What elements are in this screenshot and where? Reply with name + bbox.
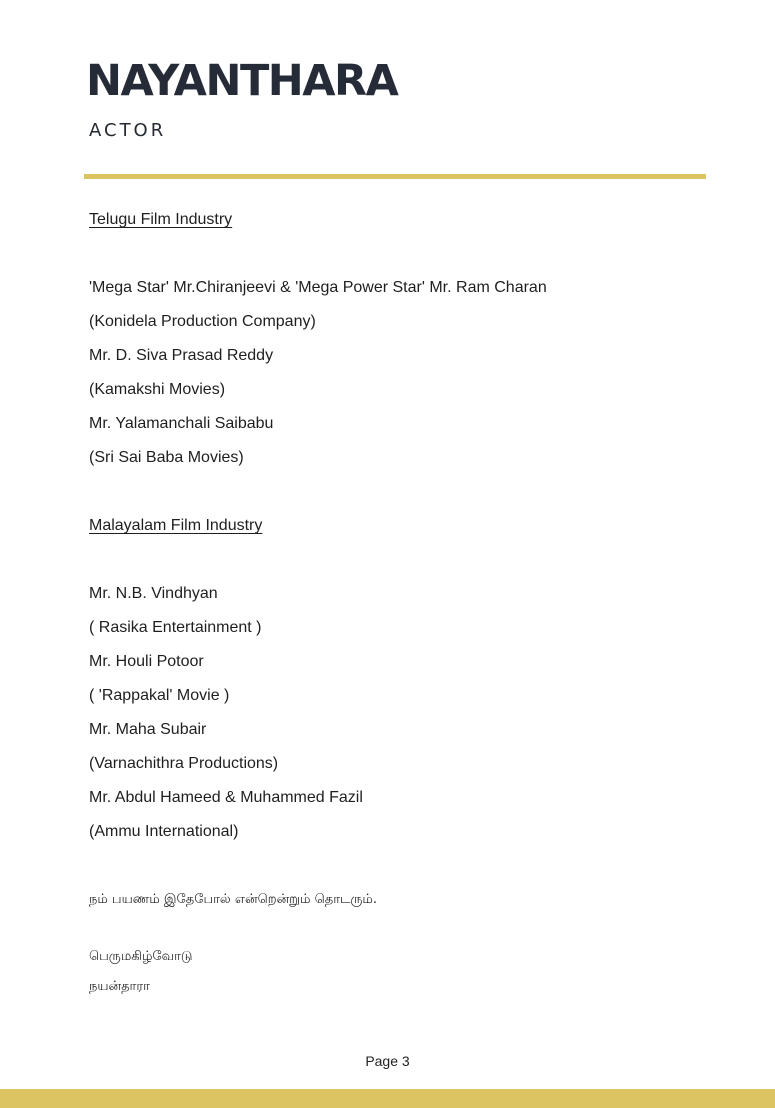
closing-journey-text: நம் பயணம் இதேபோல் என்றென்றும் தொடரும். [89,892,377,907]
page-title: NAYANTHARA [86,56,398,106]
list-item: (Ammu International) [89,823,239,840]
list-item: Mr. Maha Subair [89,721,207,738]
closing-regards-text: பெருமகிழ்வோடு [89,949,193,964]
header-divider [84,174,706,179]
list-item: Mr. Yalamanchali Saibabu [89,415,274,432]
list-item: (Varnachithra Productions) [89,755,279,772]
list-item: (Sri Sai Baba Movies) [89,449,244,466]
list-item: (Kamakshi Movies) [89,381,226,398]
list-item: 'Mega Star' Mr.Chiranjeevi & 'Mega Power Star' Mr. Ram Charan [89,279,547,296]
list-item: Mr. Abdul Hameed & Muhammed Fazil [89,789,363,806]
list-item: ( Rasika Entertainment ) [89,619,262,636]
section-heading-telugu: Telugu Film Industry [89,211,233,228]
list-item: Mr. N.B. Vindhyan [89,585,218,602]
signature-name: நயன்தாரா [89,979,150,994]
page-number: Page 3 [365,1053,410,1069]
page-subtitle: ACTOR [89,120,167,141]
footer-bar [0,1089,775,1108]
section-heading-malayalam: Malayalam Film Industry [89,517,263,534]
list-item: Mr. D. Siva Prasad Reddy [89,347,274,364]
list-item: (Konidela Production Company) [89,313,316,330]
list-item: ( 'Rappakal' Movie ) [89,687,230,704]
list-item: Mr. Houli Potoor [89,653,204,670]
